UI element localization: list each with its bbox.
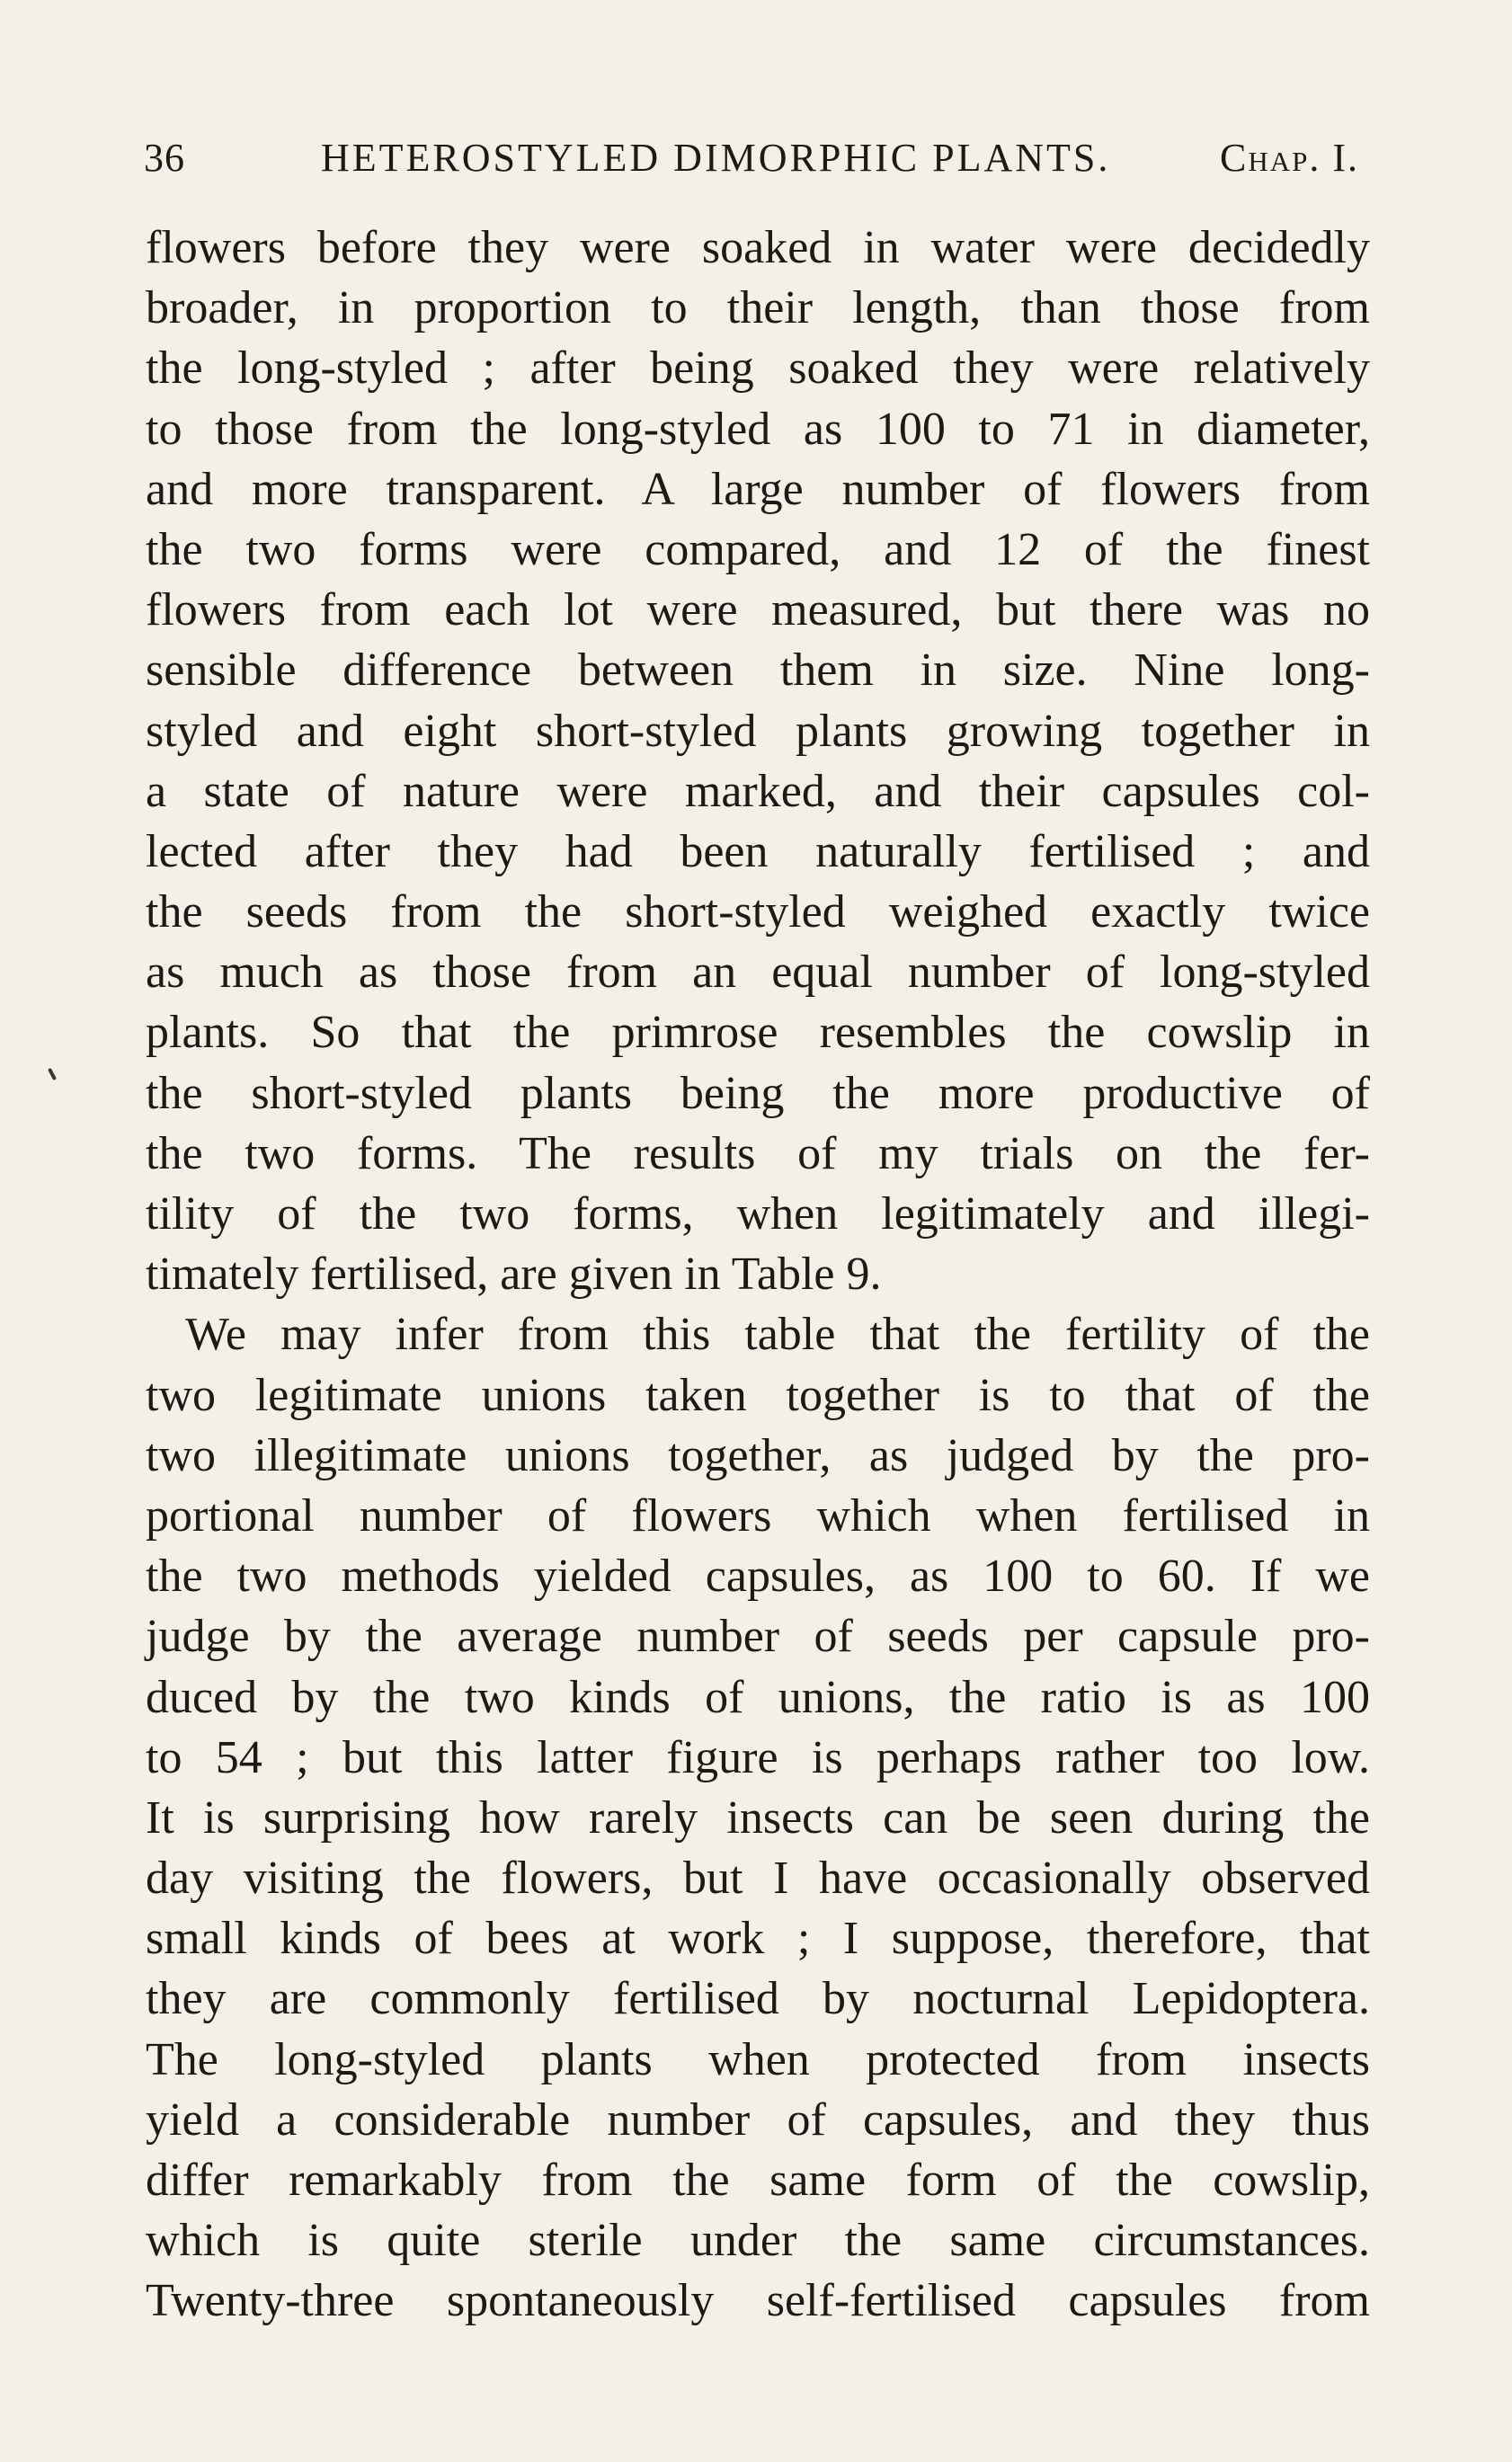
text-line: the two forms were compared, and 12 of the finest: [146, 523, 1370, 575]
running-header: [144, 131, 1366, 185]
text-line: a state of nature were marked, and their capsules col-: [146, 765, 1370, 817]
page-speck: [48, 1068, 57, 1080]
text-line: which is quite sterile under the same circumstances.: [146, 2215, 1370, 2267]
text-line: the short-styled plants being the more productive of: [146, 1067, 1370, 1119]
text-line: flowers from each lot were measured, but there was no: [146, 584, 1370, 636]
text-line: tility of the two forms, when legitimately and illegi-: [146, 1188, 1370, 1240]
paragraph-2: [146, 1304, 1370, 2331]
text-line: sensible difference between them in size. Nine long-: [146, 644, 1370, 697]
text-line: two legitimate unions taken together is to that of the: [146, 1369, 1370, 1421]
text-line: as much as those from an equal number of long-styled: [146, 947, 1370, 999]
text-line: It is surprising how rarely insects can be seen during the: [146, 1791, 1370, 1844]
text-line: day visiting the flowers, but I have occasionally observed: [146, 1853, 1370, 1905]
text-line: the seeds from the short-styled weighed exactly twice: [146, 886, 1370, 938]
text-line: differ remarkably from the same form of the cowslip,: [146, 2155, 1370, 2206]
text-line: the two methods yielded capsules, as 100 to 60. If we: [146, 1551, 1370, 1603]
text-line: judge by the average number of seeds per capsule pro-: [146, 1611, 1370, 1663]
body-text: [146, 218, 1370, 2332]
text-line: broader, in proportion to their length, than those from: [146, 282, 1370, 334]
running-title: HETEROSTYLED DIMORPHIC PLANTS.: [321, 136, 1111, 180]
text-line: timately fertilised, are given in Table 9.: [146, 1249, 882, 1301]
page-number: 36: [144, 136, 185, 180]
text-line: flowers before they were soaked in water were decidedly: [146, 222, 1370, 273]
text-line: small kinds of bees at work ; I suppose, therefore, that: [146, 1913, 1370, 1965]
text-line: styled and eight short-styled plants growing together in: [146, 705, 1370, 757]
paragraph-1: [146, 218, 1370, 1304]
text-line: and more transparent. A large number of flowers from: [146, 463, 1370, 515]
text-line: to 54 ; but this latter figure is perhaps rather too low.: [146, 1731, 1370, 1783]
text-line: yield a considerable number of capsules, and they thus: [146, 2093, 1370, 2146]
text-line: Twenty-three spontaneously self-fertilised capsules from: [146, 2275, 1370, 2327]
chapter-label: Chap. I.: [1219, 136, 1359, 180]
text-line: The long-styled plants when protected from insects: [146, 2033, 1370, 2085]
text-line: We may infer from this table that the fertility of the: [185, 1309, 1370, 1361]
text-line: to those from the long-styled as 100 to 71 in diameter,: [146, 403, 1370, 455]
text-line: duced by the two kinds of unions, the ratio is as 100: [146, 1671, 1370, 1723]
text-line: lected after they had been naturally fertilised ; and: [146, 825, 1370, 877]
text-line: two illegitimate unions together, as judged by the pro-: [146, 1429, 1370, 1481]
text-line: the long-styled ; after being soaked they were relatively: [146, 342, 1370, 395]
text-line: the two forms. The results of my trials on the fer-: [146, 1127, 1370, 1179]
text-line: plants. So that the primrose resembles the cowslip in: [146, 1007, 1370, 1059]
text-line: portional number of flowers which when fertilised in: [146, 1489, 1370, 1542]
text-line: they are commonly fertilised by nocturnal Lepidoptera.: [146, 1973, 1370, 2025]
